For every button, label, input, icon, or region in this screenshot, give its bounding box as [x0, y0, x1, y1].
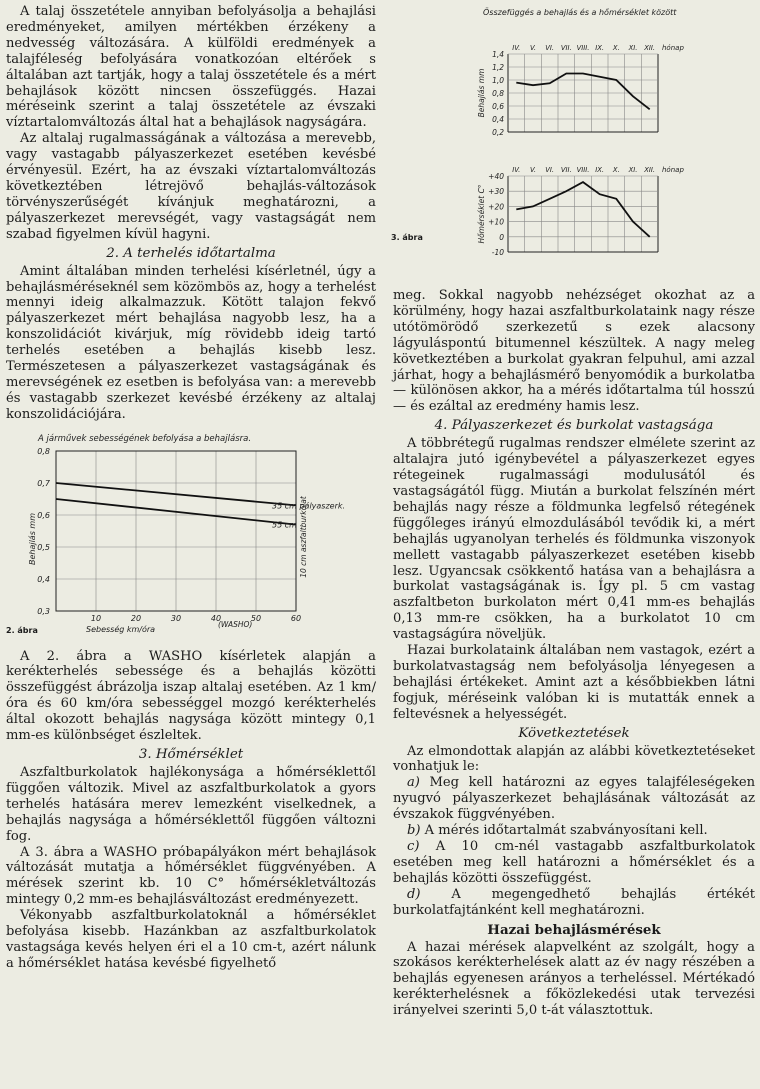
month-label: VI.	[545, 166, 555, 174]
month-label: IX.	[595, 166, 605, 174]
paragraph: Vékonyabb aszfaltburkolatoknál a hőmérséklet befolyása kisebb. Hazánkban az aszfaltburkolatok vastagsága kevés helyen éri el a 10 cm-t, azért nálunk a hőmérséklet hatása kevésbé figyelhető	[6, 908, 376, 971]
month-label: XI.	[628, 166, 638, 174]
month-label: V.	[529, 44, 537, 52]
y-tick-label: 0,5	[37, 542, 50, 552]
y-tick-label: 0,8	[37, 446, 50, 456]
y-tick-label: 1,4	[492, 50, 504, 59]
month-label: XII.	[644, 166, 656, 174]
y-tick-label: 1,2	[492, 63, 504, 72]
list-marker: a)	[407, 775, 420, 791]
paragraph: A 2. ábra a WASHO kísérletek alapján a kerékterhelés sebessége és a behajlás közötti összefüggést ábrázolja iszap altalaj esetében. Az 1 km/óra és 60 km/óra sebességgel mozgó kerékterhelés által okozott behajlás nagysága között mintegy 0,1 mm-es különbséget észleltek.	[6, 648, 376, 744]
paragraph: A hazai mérések alapvelként az szolgált, hogy a szokásos kerékterhelések alatt az év nagy részében a behajlás egyenesen arányos a terheléssel. Mértékadó kerékterhelésnek a főközlekedési utak tervezési irányelvei szerinti 5,0 t-át választottuk.	[393, 939, 755, 1019]
list-marker: c)	[407, 839, 420, 854]
speed-deflection-chart	[6, 427, 376, 642]
month-label: VII.	[560, 166, 572, 174]
list-text: A megengedhető behajlás értékét burkolatfajtánként kell meghatározni.	[393, 886, 755, 918]
section-heading: 3. Hőmérséklet	[138, 747, 244, 762]
month-label: IX.	[595, 44, 605, 52]
section-heading: Következtetések	[518, 725, 630, 741]
list-item	[393, 775, 755, 823]
paragraph: Hazai burkolataink általában nem vastagok, ezért a burkolatvastagság nem befolyásolja lényegesen a behajlási értékeket. Amint azt a későbbiekben látni fogjuk, méréseink valóban ki is mutatták ennek a feltevésnek a helyességét.	[393, 643, 755, 722]
x-tick-label: 10	[90, 613, 102, 623]
y-tick-label: 0,2	[492, 128, 504, 137]
x-tick-label: 50	[250, 613, 262, 623]
y-tick-label: +20	[488, 202, 504, 212]
y-axis-label: Behajlás mm	[28, 512, 37, 565]
y-tick-label: 0,4	[37, 574, 50, 584]
left-column	[6, 4, 376, 972]
y-tick-label: +40	[488, 172, 504, 181]
paragraph: Amint általában minden terhelési kísérletnél, úgy a behajlásméréseknél sem közömbös az, hogy a terhelést mennyi ideig alkalmazzuk. Kötött talajon fekvő pályaszerkezet mért behajlása nagyobb lesz, ha a konszolidációt kivárjuk, míg rövidebb ideig tartó terhelés esetében a behajlás kisebb lesz. Természetesen a pályaszerkezet vastagságának és merevségének ez esetben is befolyása van: a merevebb és vastagabb szerkezet kevésbé érzékeny az altalaj konszolidációjára.	[6, 263, 376, 422]
list-marker: d)	[407, 886, 421, 902]
figure-title: Összefüggés a behajlás és a hőmérséklet között	[483, 8, 677, 17]
month-label: V.	[529, 166, 537, 174]
month-label: VIII.	[576, 166, 590, 174]
figure-3	[393, 4, 755, 294]
paragraph: Az altalaj rugalmasságának a változása a merevebb, vagy vastagabb pályaszerkezet esetében kevésbé érvényesül. Ezért, ha az évszaki víztartalomváltozás következtében létrejövő behajlás-változások törvényszerűségét kívánjuk meghatározni, a pályaszerkezet merevségét, vagy vastagságát nem szabad figyelmen kívül hagyni.	[6, 131, 376, 242]
y-tick-label: 1,0	[492, 76, 504, 85]
month-label: IV.	[512, 44, 521, 52]
paragraph: A talaj összetétele annyiban befolyásolja a behajlási eredményeket, amilyen mértékben érzékeny a nedvesség változására. A külföldi eredmények a talajféleség befolyására vonatkozóan eltérőek s általában azt tartják, hogy a talaj összetétele és a mért behajlások között nincsen összefüggés. Hazai méréseink szerint a talaj összetétele az évszaki víztartalomváltozás által hat a behajlások nagyságára.	[6, 4, 376, 131]
x-tick-label: 30	[170, 613, 182, 623]
y-tick-label: 0,6	[37, 510, 50, 520]
figure-number: 3. ábra	[391, 233, 423, 242]
y-tick-label: +30	[488, 187, 504, 197]
x-tick-label: 40	[210, 613, 222, 623]
month-label: XI.	[628, 44, 638, 52]
month-label: VIII.	[576, 44, 590, 52]
list-marker: b)	[407, 823, 421, 839]
series-label: 35 cm pályaszerk.	[272, 501, 346, 511]
y-tick-label: 0,4	[492, 115, 504, 124]
x-axis-label: Sebesség km/óra	[86, 624, 156, 634]
y-tick-label: 0,6	[492, 102, 504, 111]
list-item	[393, 887, 755, 919]
month-label: X.	[612, 166, 620, 174]
list-item	[393, 823, 755, 839]
month-label: IV.	[512, 166, 521, 174]
figure-number: 2. ábra	[6, 625, 38, 635]
y-axis-label: Behajlás mm	[477, 68, 486, 118]
month-axis-label: hónap	[662, 44, 684, 52]
x-tick-label: 60	[290, 613, 302, 623]
month-label: VI.	[545, 44, 555, 52]
month-label: X.	[612, 44, 620, 52]
y-tick-label: 0	[499, 232, 504, 242]
thickness-label: 10 cm aszfaltburkolat	[299, 495, 308, 578]
section-heading: Hazai behajlásmérések	[487, 921, 661, 938]
section-heading: 2. A terhelés időtartalma	[106, 245, 276, 261]
paragraph: A 3. ábra a WASHO próbapályákon mért behajlások változását mutatja a hőmérséklet függvényében. A mérések szerint kb. 10 C° hőmérsékletváltozás mintegy 0,2 mm-es behajlásváltozást eredményezett.	[6, 844, 376, 908]
list-text: A 10 cm-nél vastagabb aszfaltburkolatok esetében meg kell határozni a hőmérséklet és a behajlás közötti összefüggést.	[393, 839, 755, 886]
series-line	[516, 74, 649, 110]
y-axis-label: Hőmérséklet C°	[477, 184, 486, 244]
y-tick-label: 0,7	[37, 478, 50, 488]
y-tick-label: -10	[491, 248, 504, 257]
series-line	[516, 182, 649, 237]
temperature-deflection-chart	[393, 4, 755, 294]
paragraph: A többrétegű rugalmas rendszer elmélete szerint az altalajra jutó igénybevétel a pályaszerkezet egyes rétegeinek rugalmassági modulusától és vastagságától függ. Miután a burkolat felszínén mért behajlás nagy része a földmunka legfelső rétegének függőleges irányú elmozdulásából tevődik ki, a mért behajlás ugyanolyan terhelés és földmunka viszonyok mellett vastagabb pályaszerkezet esetében kisebb lesz. Ugyancsak csökkentő hatása van a behajlásra a burkolat vastagságának is. Így pl. 5 cm vastag aszfaltbeton burkolaton mért 0,41 mm-es behajlás 0,13 mm-re csökken, ha a burkolatot 10 cm vastagságúra növeljük.	[393, 436, 755, 643]
y-tick-label: +10	[488, 217, 504, 227]
figure-title: A járművek sebességének befolyása a behajlásra.	[38, 433, 252, 444]
right-column	[393, 4, 755, 1019]
month-label: VII.	[560, 44, 572, 52]
paragraph: Az elmondottak alapján az alábbi következtetéseket vonhatjuk le:	[393, 743, 755, 775]
month-axis-label: hónap	[662, 166, 684, 174]
y-tick-label: 0,3	[37, 606, 50, 616]
y-tick-label: 0,8	[492, 89, 504, 98]
paragraph: Aszfaltburkolatok hajlékonysága a hőmérséklettől függően változik. Mivel az aszfaltburkolatok a gyors terhelés hatására merev lemezként viselkednek, a behajlás nagysága a hőmérséklettől függően változni fog.	[6, 765, 376, 844]
month-label: XII.	[644, 44, 656, 52]
list-text: Meg kell határozni az egyes talajféleségeken nyugvó pályaszerkezet behajlásának változását az évszakok függvényében.	[393, 775, 755, 823]
series-label: 55 cm	[272, 520, 297, 530]
list-item	[393, 839, 755, 887]
paragraph: meg. Sokkal nagyobb nehézséget okozhat az a körülmény, hogy hazai aszfaltburkolataink nagy része utótömörödő szerkezetű s ezek alacsony lágyuláspontú bitumennel készültek. A nagy meleg következtében a burkolat gyakran felpuhul, ami azzal járhat, hogy a behajlásmérő benyomódik a burkolatba — különösen akkor, ha a mérés időtartalma túl hosszú — és ezáltal az eredmény hamis lesz.	[393, 288, 755, 415]
x-tick-label: 20	[130, 613, 142, 623]
list-text: A mérés időtartalmát szabványosítani kell.	[420, 823, 708, 839]
washo-label: (WASHO)	[218, 619, 253, 629]
figure-2	[6, 427, 376, 647]
section-heading: 4. Pályaszerkezet és burkolat vastagsága	[434, 418, 714, 434]
